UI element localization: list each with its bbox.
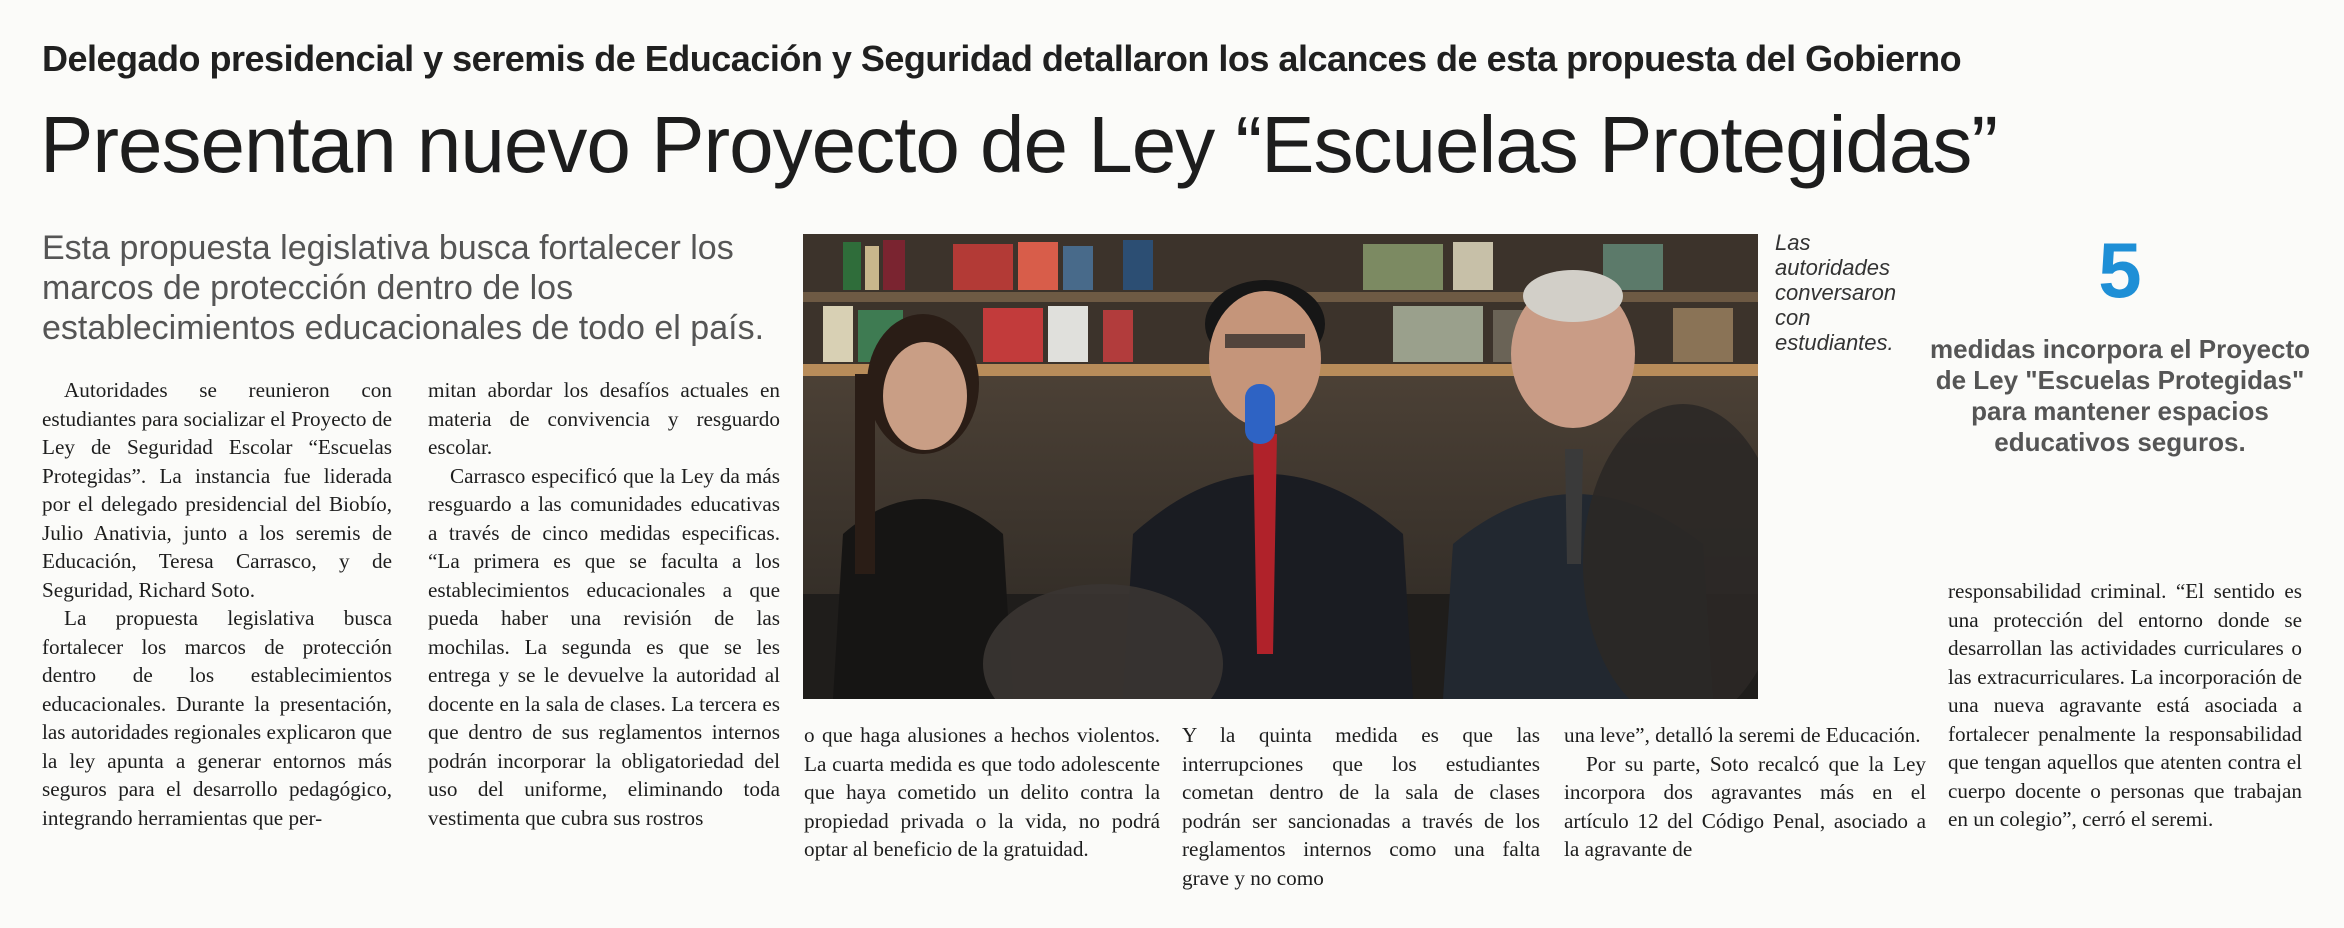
- paragraph: Carrasco especificó que la Ley da más resguardo a las comunidades educativas a través de cinco medidas especificas. “La primera es que se faculta a los establecimientos educacionales a que pueda haber una revisión de las mochilas. La segunda es que se les entrega y se le devuelve la autoridad al docente en la sala de clases. La tercera es que dentro de sus reglamentos internos podrán incorporar la obligatoriedad del uso del uniforme, eliminando toda vestimenta que cubra sus rostros: [428, 463, 780, 830]
- paragraph: Autoridades se reunieron con estudiantes para socializar el Proyecto de Ley de Seguridad Escolar “Escuelas Protegidas”. La instancia fue liderada por el delegado presidencial del Biobío, Julio Anativia, junto a los seremis de Educación, Teresa Carrasco, y de Seguridad, Richard Soto.: [42, 378, 392, 602]
- paragraph: mitan abordar los desafíos actuales en materia de convivencia y resguardo escolar.: [428, 378, 780, 459]
- fact-text: medidas incorpora el Proyecto de Ley "Escuelas Protegidas" para mantener espacios educativos seguros.: [1930, 334, 2311, 457]
- body-column-3: [804, 721, 1160, 864]
- paragraph: responsabilidad criminal. “El sentido es una protección del entorno donde se desarrollan las actividades curriculares o las extracurriculares. La incorporación de una nueva agravante está asociada a fortalecer penalmente la responsabilidad que tengan aquellos que atenten contra el cuerpo docente o personas que trabajan en un colegio”, cerró el seremi.: [1948, 579, 2302, 831]
- body-column-2: [428, 376, 780, 832]
- fact-number: 5: [2098, 226, 2142, 314]
- paragraph: Y la quinta medida es que las interrupciones que los estudiantes cometan dentro de la sala de clases podrán ser sancionadas a través de los reglamentos internos como una falta grave y no como: [1182, 723, 1540, 890]
- paragraph: una leve”, detalló la seremi de Educación.: [1564, 723, 1921, 747]
- paragraph: Por su parte, Soto recalcó que la Ley incorpora dos agravantes más en el artículo 12 del Código Penal, asociado a la agravante de: [1564, 751, 1926, 861]
- body-column-5: [1564, 721, 1926, 864]
- deck: Esta propuesta legislativa busca fortalecer los marcos de protección dentro de los establecimientos educacionales de todo el país.: [42, 229, 765, 347]
- fact-box: [1930, 228, 2310, 458]
- photo-caption: Las autoridades conversaron con estudiantes.: [1775, 230, 1897, 355]
- kicker: Delegado presidencial y seremis de Educación y Seguridad detallaron los alcances de esta propuesta del Gobierno: [42, 38, 1962, 79]
- body-column-1: [42, 376, 392, 832]
- photo-illustration: [803, 234, 1758, 699]
- paragraph: La propuesta legislativa busca fortalecer los marcos de protección dentro de los establecimientos educacionales. Durante la presentación, las autoridades regionales explicaron que la ley apunta a generar entornos más seguros para el desarrollo pedagógico, integrando herramientas que per-: [42, 606, 392, 830]
- body-column-6: [1948, 577, 2302, 834]
- headline: Presentan nuevo Proyecto de Ley “Escuelas Protegidas”: [40, 100, 1998, 189]
- body-column-4: [1182, 721, 1540, 892]
- news-photo: [803, 234, 1758, 699]
- paragraph: o que haga alusiones a hechos violentos. La cuarta medida es que todo adolescente que haya cometido un delito contra la propiedad privada o la vida, no podrá optar al beneficio de la gratuidad.: [804, 723, 1160, 861]
